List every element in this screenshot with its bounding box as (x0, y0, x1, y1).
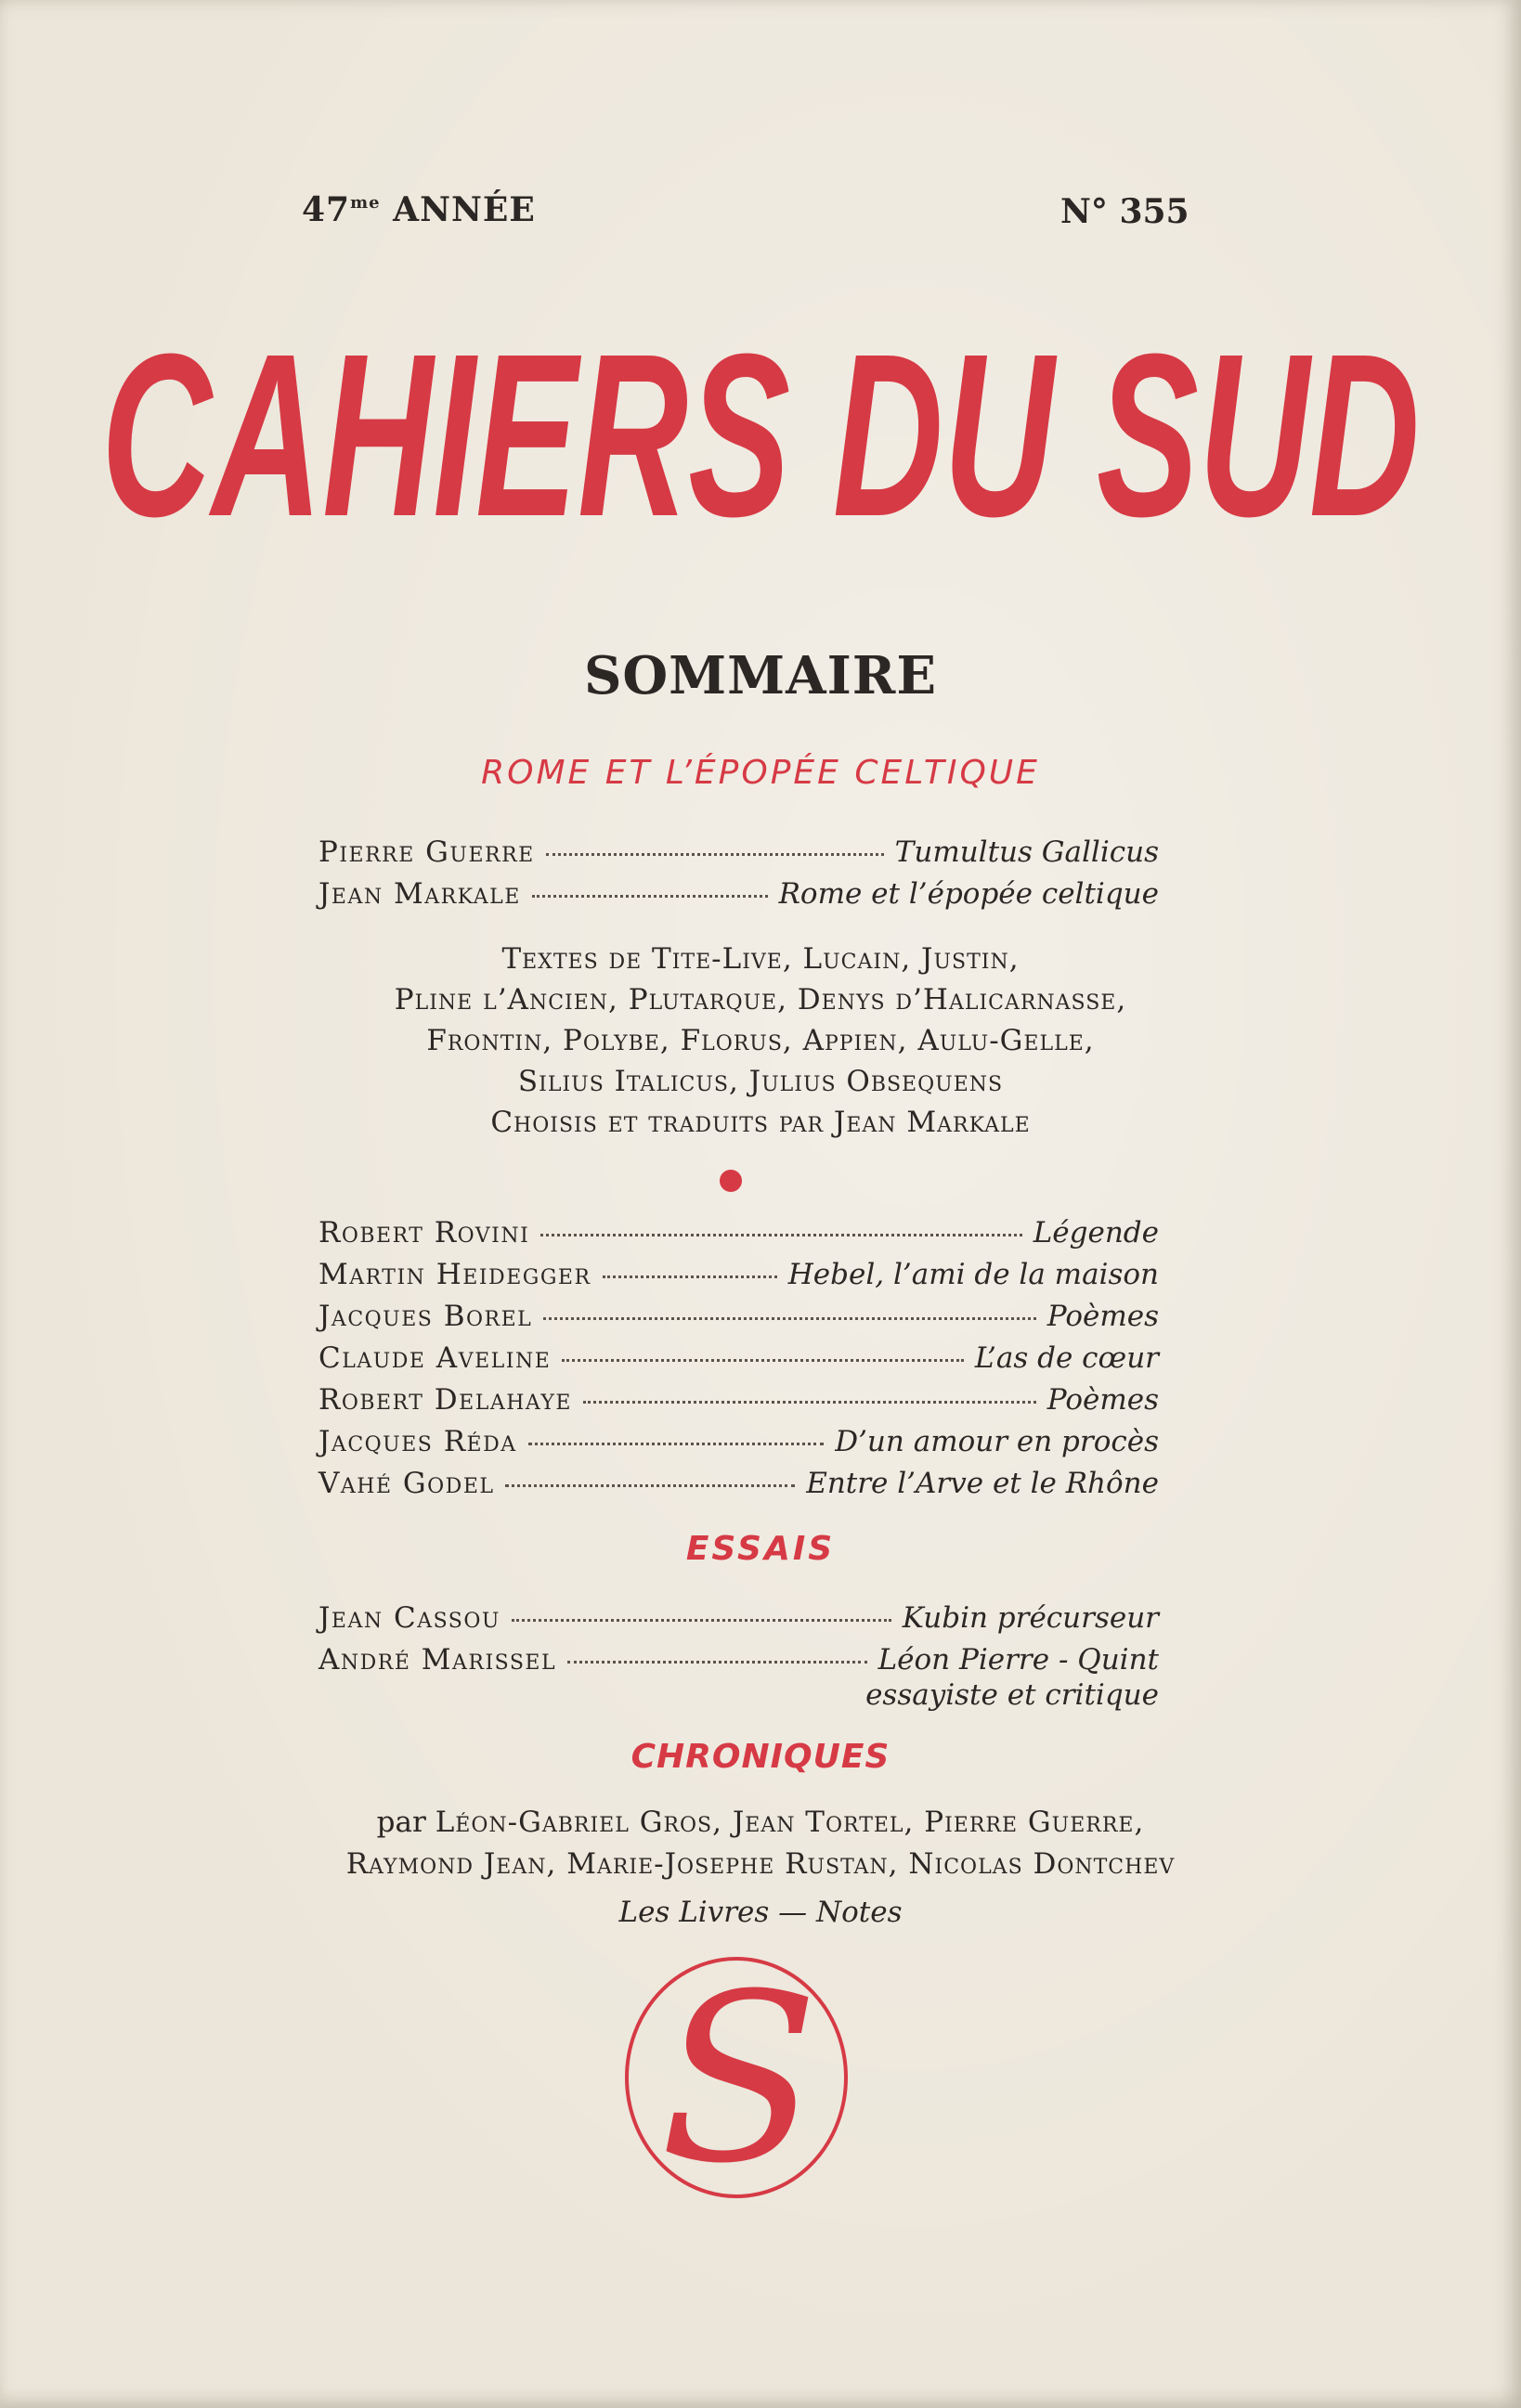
leader-dots (546, 853, 884, 856)
toc-title: Hebel, l’ami de la maison (787, 1258, 1159, 1291)
leader-dots (543, 1317, 1035, 1320)
toc-entry (318, 1383, 1159, 1424)
toc-entry (318, 1258, 1159, 1299)
texts-line: Textes de Tite-Live, Lucain, Justin, (501, 942, 1020, 976)
leader-dots (505, 1484, 795, 1487)
logo-letter: S (659, 1953, 819, 2202)
toc-title: D’un amour en procès (835, 1425, 1159, 1458)
toc-entry (318, 1216, 1159, 1257)
chroniques-names: Léon-Gabriel Gros, Jean Tortel, Pierre Guerre, (435, 1806, 1145, 1839)
toc-author: André Marissel (318, 1643, 557, 1677)
toc-title: Tumultus Gallicus (894, 835, 1159, 869)
section-heading-rome: ROME ET L’ÉPOPÉE CELTIQUE (481, 754, 1040, 792)
toc-entry (318, 877, 1159, 918)
leader-dots (603, 1275, 777, 1278)
leader-dots (540, 1234, 1021, 1236)
issue-number: N° 355 (1060, 192, 1190, 231)
toc-title: L’as de cœur (974, 1341, 1159, 1375)
leader-dots (532, 895, 768, 898)
toc-title: Entre l’Arve et le Rhône (806, 1467, 1159, 1500)
chroniques-line (0, 1806, 1521, 1839)
toc-title: Rome et l’épopée celtique (778, 877, 1159, 911)
toc-entry (318, 1300, 1159, 1340)
toc-title: Léon Pierre - Quint (878, 1643, 1159, 1677)
chroniques-prefix: par (376, 1806, 426, 1839)
masthead-text: CAHIERS DU SUD (101, 305, 1420, 557)
toc-author: Jacques Borel (318, 1300, 533, 1333)
leader-dots (562, 1359, 964, 1362)
texts-line: Choisis et traduits par Jean Markale (490, 1106, 1031, 1139)
leader-dots (528, 1443, 825, 1445)
toc-author: Jacques Réda (318, 1425, 517, 1458)
section-heading-essais: ESSAIS (685, 1530, 836, 1568)
toc-author: Robert Rovini (318, 1216, 530, 1249)
texts-line: Frontin, Polybe, Florus, Appien, Aulu-Gelle, (426, 1024, 1095, 1057)
toc-author: Jean Markale (318, 877, 521, 911)
texts-line: Pline l’Ancien, Plutarque, Denys d’Halicarnasse, (394, 983, 1127, 1016)
year-number: 47 (302, 190, 351, 229)
chroniques-names: Raymond Jean, Marie-Josephe Rustan, Nicolas Dontchev (345, 1847, 1176, 1881)
toc-title: Poèmes (1046, 1300, 1159, 1333)
chroniques-line (0, 1847, 1521, 1881)
masthead-title (0, 278, 1521, 557)
section-heading-chroniques: CHRONIQUES (630, 1738, 890, 1776)
toc-entry (318, 1425, 1159, 1466)
leader-dots (512, 1619, 891, 1622)
year-word: ANNÉE (393, 190, 536, 229)
year-suffix: me (350, 193, 381, 213)
toc-author: Vahé Godel (318, 1467, 495, 1500)
toc-entry (318, 1341, 1159, 1382)
toc-author: Martin Heidegger (318, 1258, 592, 1291)
toc-title: Légende (1033, 1216, 1159, 1249)
leader-dots (567, 1661, 867, 1664)
toc-entry (318, 1601, 1159, 1642)
bullet-ornament (720, 1170, 742, 1192)
toc-entry (318, 835, 1159, 876)
toc-title-continuation: essayiste et critique (865, 1678, 1159, 1712)
chroniques-footer: Les Livres — Notes (618, 1896, 903, 1929)
year-label (302, 190, 536, 229)
toc-author: Pierre Guerre (318, 835, 535, 869)
toc-author: Jean Cassou (318, 1601, 500, 1635)
toc-author: Claude Aveline (318, 1341, 552, 1375)
toc-title: Poèmes (1046, 1383, 1159, 1417)
toc-author: Robert Delahaye (318, 1383, 572, 1417)
texts-line: Silius Italicus, Julius Obsequens (517, 1065, 1004, 1098)
toc-title: Kubin précurseur (902, 1601, 1159, 1635)
leader-dots (583, 1401, 1036, 1404)
toc-entry (318, 1467, 1159, 1508)
publisher-logo (620, 1953, 852, 2202)
sommaire-heading: SOMMAIRE (583, 645, 938, 706)
